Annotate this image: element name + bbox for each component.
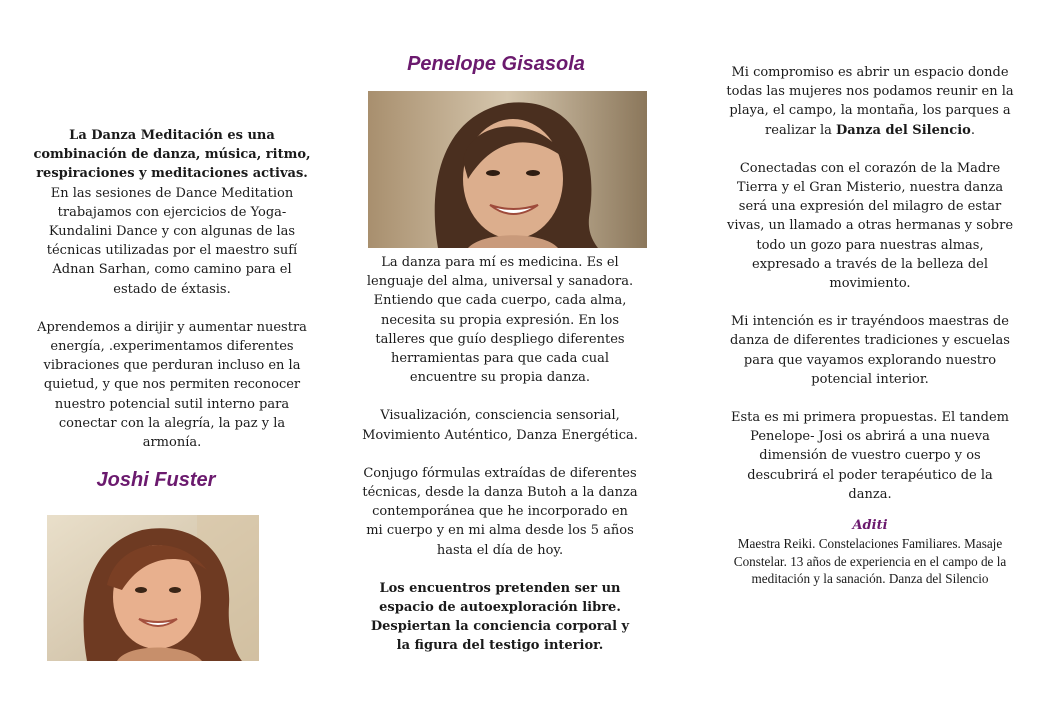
commitment-paragraph	[724, 63, 1016, 140]
aditi-bio: Maestra Reiki. Constelaciones Familiares. Masaje Constelar. 13 años de experiencia en el campo de la meditación y la sanación. Danza del Silencio	[733, 536, 1007, 587]
joshi-fuster-name: Joshi Fuster	[96, 469, 216, 491]
penelope-gisasola-photo	[368, 91, 647, 248]
commitment-text: Mi compromiso es abrir un espacio donde todas las mujeres nos podamos reunir en la playa, el campo, la montaña, los parques a realizar la	[726, 65, 1014, 138]
intro-paragraph	[30, 126, 314, 299]
middle-column	[362, 253, 638, 656]
mother-earth-paragraph: Conectadas con el corazón de la Madre Tierra y el Gran Misterio, nuestra danza será una expresión del milagro de estar vivas, un llamado a otras hermanas y sobre todo un gozo para nuestras almas, expresado a través de la belleza del movimiento.	[726, 160, 1014, 292]
joshi-fuster-photo	[47, 515, 259, 661]
intro-rest-text: En las sesiones de Dance Meditation trabajamos con ejercicios de Yoga-Kundalini Dance y con algunas de las técnicas utilizadas por el maestro sufí Adnan Sarhan, como camino para el estado de éxtasis.	[46, 185, 298, 297]
commitment-period: .	[970, 122, 975, 138]
medicine-paragraph: La danza para mí es medicina. Es el lenguaje del alma, universal y sanadora. Entiendo que cada cuerpo, cada alma, necesita su propia expresión. En los talleres que guío despliego diferentes herramientas para que cada cual encuentre su propia danza.	[366, 255, 634, 386]
penelope-gisasola-name: Penelope Gisasola	[407, 53, 585, 75]
first-proposal-paragraph: Esta es mi primera propuestas. El tandem Penelope- Josi os abrirá a una nueva dimensión de vuestro cuerpo y os descubrirá el poder terapéutico de la danza.	[731, 410, 1009, 502]
encounters-paragraph: Los encuentros pretenden ser un espacio de autoexploración libre. Despiertan la conciencia corporal y la figura del testigo interior.	[370, 580, 630, 654]
techniques-paragraph: Visualización, consciencia sensorial, Movimiento Auténtico, Danza Energética.	[362, 408, 638, 443]
left-column	[30, 126, 314, 452]
aditi-name: Aditi	[852, 518, 888, 534]
intro-bold-text: La Danza Meditación es una combinación de danza, música, ritmo, respiraciones y meditaciones activas.	[33, 128, 311, 182]
right-column	[724, 63, 1016, 588]
butoh-paragraph: Conjugo fórmulas extraídas de diferentes técnicas, desde la danza Butoh a la danza contemporánea que he incorporado en mi cuerpo y en mi alma desde los 5 años hasta el día de hoy.	[362, 465, 638, 558]
danza-silencio-bold: Danza del Silencio	[836, 122, 971, 138]
intention-paragraph: Mi intención es ir trayéndoos maestras de danza de diferentes tradiciones y escuelas para que vayamos explorando nuestro potencial interior.	[730, 314, 1010, 387]
energy-paragraph: Aprendemos a dirijir y aumentar nuestra energía, .experimentamos diferentes vibraciones que perduran incluso en la quietud, y que nos permiten reconocer nuestro potencial sutil interno para conectar con la alegría, la paz y la armonía.	[37, 319, 307, 451]
